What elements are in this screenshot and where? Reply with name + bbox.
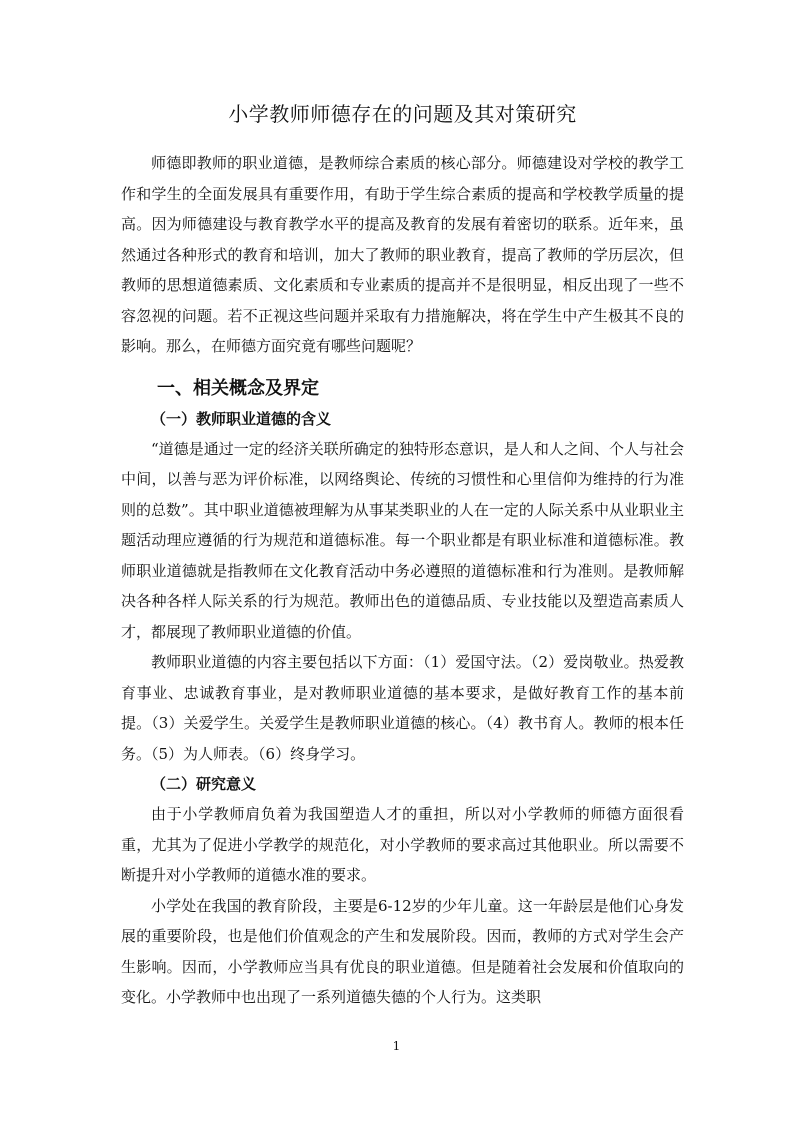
- paragraph-significance-1: 由于小学教师肩负着为我国塑造人才的重担，所以对小学教师的师德方面很看重，尤其为了促进小学教学的规范化，对小学教师的要求高过其他职业。所以需要不断提升对小学教师的道德水准的要求。: [121, 805, 684, 884]
- subsection-heading-meaning: （一）教师职业道德的含义: [151, 409, 332, 428]
- paragraph-content-list: 教师职业道德的内容主要包括以下方面：（1）爱国守法。（2）爱岗敬业。热爱教育事业、忠诚教育事业，是对教师职业道德的基本要求，是做好教育工作的基本前提。（3）关爱学生。关爱学生是教师职业道德的核心。（4）教书育人。教师的根本任务。（5）为人师表。（6）终身学习。: [121, 653, 684, 763]
- subsection-heading-significance: （二）研究意义: [151, 775, 257, 793]
- paragraph-significance-2: 小学处在我国的教育阶段，主要是6-12岁的少年儿童。这一年龄层是他们心身发展的重要阶段，也是他们价值观念的产生和发展阶段。因而，教师的方式对学生会产生影响。因而，小学教师应当具有优良的职业道德。但是随着社会发展和价值取向的变化。小学教师中也出现了一系列道德失德的个人行为。这类职: [121, 896, 684, 1006]
- page-number: 1: [392, 1039, 401, 1053]
- document-title: 小学教师师德存在的问题及其对策研究: [228, 102, 577, 126]
- intro-paragraph: 师德即教师的职业道德，是教师综合素质的核心部分。师德建设对学校的教学工作和学生的全面发展具有重要作用，有助于学生综合素质的提高和学校教学质量的提高。因为师德建设与教育教学水平的提高及教育的发展有着密切的联系。近年来，虽然通过各种形式的教育和培训，加大了教师的职业教育，提高了教师的学历层次，但教师的思想道德素质、文化素质和专业素质的提高并不是很明显，相反出现了一些不容忽视的问题。若不正视这些问题并采取有力措施解决，将在学生中产生极其不良的影响。那么，在师德方面究竟有哪些问题呢？: [121, 154, 684, 355]
- page-content: [121, 96, 684, 1013]
- paragraph-definition: “道德是通过一定的经济关联所确定的独特形态意识，是人和人之间、个人与社会中间，以善与恶为评价标准，以网络舆论、传统的习惯性和心里信仰为维持的行为准则的总数”。其中职业道德被理解为从事某类职业的人在一定的人际关系中从业职业主题活动理应遵循的行为规范和道德标准。每一个职业都是有职业标准和道德标准。教师职业道德就是指教师在文化教育活动中务必遵照的道德标准和行为准则。是教师解决各种各样人际关系的行为规范。教师出色的道德品质、专业技能以及塑造高素质人才，都展现了教师职业道德的价值。: [121, 439, 684, 641]
- section-heading-concepts: 一、相关概念及界定: [157, 377, 319, 399]
